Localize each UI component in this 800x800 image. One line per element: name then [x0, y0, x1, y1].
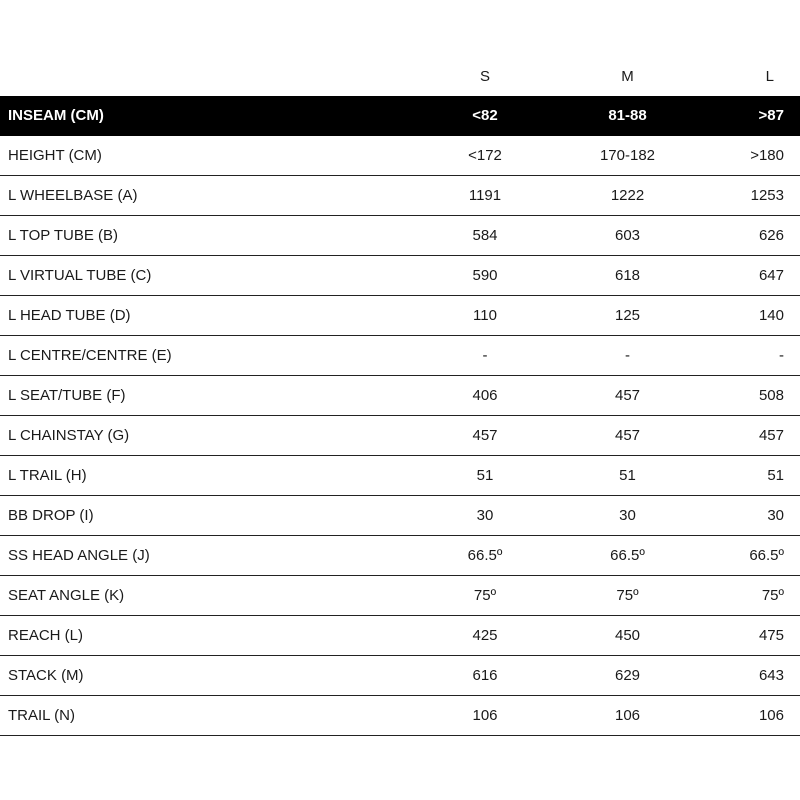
value-m: 81-88 — [550, 96, 705, 136]
value-m: 170-182 — [550, 136, 705, 176]
value-m: 1222 — [550, 176, 705, 216]
table-row-height — [0, 136, 800, 176]
table-row-virtual-tube — [0, 256, 800, 296]
value-m: 66.5º — [550, 536, 705, 576]
value-s: 1191 — [420, 176, 550, 216]
value-l: 140 — [705, 296, 800, 336]
table-row-reach — [0, 616, 800, 656]
value-l: 30 — [705, 496, 800, 536]
value-s: 616 — [420, 656, 550, 696]
row-label: INSEAM (CM) — [0, 96, 420, 136]
value-l: 75º — [705, 576, 800, 616]
row-label: L CENTRE/CENTRE (E) — [0, 336, 420, 376]
value-s: - — [420, 336, 550, 376]
row-label: SS HEAD ANGLE (J) — [0, 536, 420, 576]
value-s: 106 — [420, 696, 550, 736]
value-s: 30 — [420, 496, 550, 536]
value-l: >180 — [705, 136, 800, 176]
value-l: - — [705, 336, 800, 376]
value-s: 51 — [420, 456, 550, 496]
row-label: L CHAINSTAY (G) — [0, 416, 420, 456]
row-label: HEIGHT (CM) — [0, 136, 420, 176]
row-label: SEAT ANGLE (K) — [0, 576, 420, 616]
header-label-spacer — [0, 56, 420, 96]
value-m: 450 — [550, 616, 705, 656]
geometry-table — [0, 56, 800, 736]
table-row-trail — [0, 696, 800, 736]
value-s: 457 — [420, 416, 550, 456]
value-m: 51 — [550, 456, 705, 496]
table-row-seat-angle — [0, 576, 800, 616]
value-m: 603 — [550, 216, 705, 256]
row-label: STACK (M) — [0, 656, 420, 696]
value-s: 425 — [420, 616, 550, 656]
table-row-wheelbase — [0, 176, 800, 216]
table-row-top-tube — [0, 216, 800, 256]
value-l: 647 — [705, 256, 800, 296]
value-l: 626 — [705, 216, 800, 256]
value-m: 75º — [550, 576, 705, 616]
table-row-bb-drop — [0, 496, 800, 536]
row-label: L WHEELBASE (A) — [0, 176, 420, 216]
row-label: L VIRTUAL TUBE (C) — [0, 256, 420, 296]
value-m: 125 — [550, 296, 705, 336]
value-m: 457 — [550, 376, 705, 416]
size-header-s: S — [479, 67, 490, 85]
value-m: - — [550, 336, 705, 376]
value-m: 106 — [550, 696, 705, 736]
value-l: 475 — [705, 616, 800, 656]
size-header-l: L — [765, 67, 774, 85]
row-label: L TOP TUBE (B) — [0, 216, 420, 256]
value-s: <172 — [420, 136, 550, 176]
value-m: 30 — [550, 496, 705, 536]
row-label: L HEAD TUBE (D) — [0, 296, 420, 336]
value-m: 457 — [550, 416, 705, 456]
row-label: TRAIL (N) — [0, 696, 420, 736]
table-row-head-angle — [0, 536, 800, 576]
value-m: 629 — [550, 656, 705, 696]
table-row-seat-tube — [0, 376, 800, 416]
table-row-centre-centre — [0, 336, 800, 376]
value-m: 618 — [550, 256, 705, 296]
value-l: 643 — [705, 656, 800, 696]
table-row-head-tube — [0, 296, 800, 336]
value-l: 508 — [705, 376, 800, 416]
value-l: 51 — [705, 456, 800, 496]
value-s: 590 — [420, 256, 550, 296]
value-s: 584 — [420, 216, 550, 256]
row-label: BB DROP (I) — [0, 496, 420, 536]
value-s: 66.5º — [420, 536, 550, 576]
table-row-l-trail — [0, 456, 800, 496]
row-label: L TRAIL (H) — [0, 456, 420, 496]
value-s: 406 — [420, 376, 550, 416]
row-label: REACH (L) — [0, 616, 420, 656]
value-l: >87 — [705, 96, 800, 136]
size-header-row — [0, 56, 800, 96]
size-header-m: M — [621, 67, 634, 85]
table-row-stack — [0, 656, 800, 696]
value-l: 457 — [705, 416, 800, 456]
value-l: 66.5º — [705, 536, 800, 576]
value-l: 1253 — [705, 176, 800, 216]
table-row-chainstay — [0, 416, 800, 456]
value-l: 106 — [705, 696, 800, 736]
table-row-inseam — [0, 96, 800, 136]
value-s: 75º — [420, 576, 550, 616]
value-s: <82 — [420, 96, 550, 136]
value-s: 110 — [420, 296, 550, 336]
row-label: L SEAT/TUBE (F) — [0, 376, 420, 416]
